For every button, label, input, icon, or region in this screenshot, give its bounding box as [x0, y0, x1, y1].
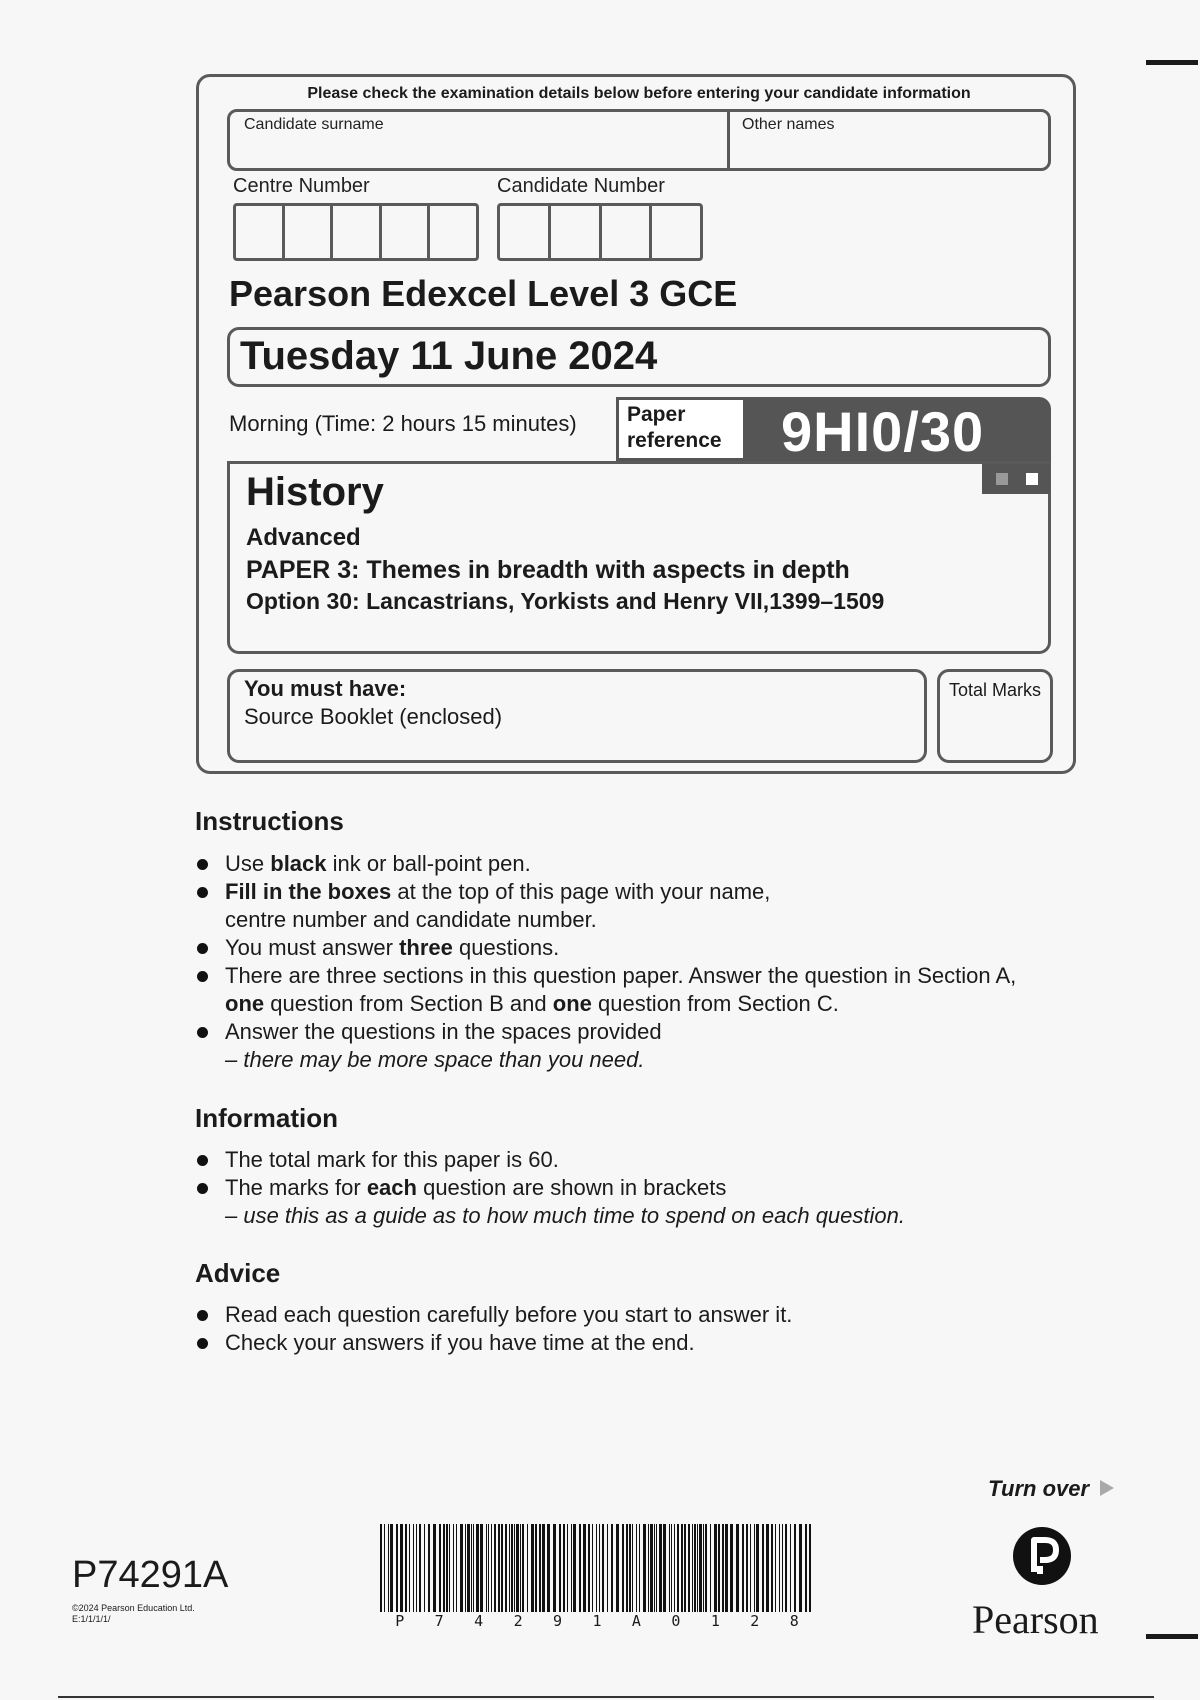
barcode-digit: 8	[789, 1612, 799, 1630]
registration-mark-top	[1146, 60, 1198, 65]
candidate-number-digit[interactable]	[551, 206, 602, 258]
paper-reference-label-line-1: Paper	[627, 403, 686, 426]
candidate-number-digit[interactable]	[652, 206, 700, 258]
information-heading: Information	[195, 1103, 338, 1133]
candidate-surname-label: Candidate surname	[244, 116, 384, 133]
paper-reference-label-box	[619, 400, 743, 458]
check-details-notice: Please check the examination details below before entering your candidate information	[307, 85, 971, 102]
advice-heading: Advice	[195, 1258, 281, 1288]
subject-title: History	[246, 470, 384, 514]
pearson-logo-icon	[1012, 1526, 1072, 1586]
list-item: The total mark for this paper is 60.	[195, 1146, 1075, 1174]
barcode-digit: 2	[750, 1612, 760, 1630]
exam-date-box	[227, 327, 1051, 387]
candidate-info-panel	[196, 74, 1076, 774]
barcode-digit: 2	[513, 1612, 523, 1630]
barcode-digit: P	[395, 1612, 405, 1630]
barcode-digit: 7	[434, 1612, 444, 1630]
barcode-digit: 1	[592, 1612, 602, 1630]
candidate-number-boxes	[497, 203, 703, 261]
paper-option: Option 30: Lancastrians, Yorkists and Henry VII,1399–1509	[246, 588, 885, 614]
total-marks-box[interactable]	[937, 669, 1053, 763]
candidate-number-label: Candidate Number	[497, 175, 665, 197]
barcode-digit: A	[631, 1612, 641, 1630]
list-item-continued: – use this as a guide as to how much time to spend on each question.	[225, 1203, 905, 1228]
instructions-heading: Instructions	[195, 806, 344, 836]
candidate-number-digit[interactable]	[602, 206, 653, 258]
list-item: The marks for each question are shown in brackets	[195, 1174, 1075, 1202]
must-have-box	[227, 669, 927, 763]
candidate-surname-field[interactable]	[230, 112, 724, 168]
candidate-number-digit[interactable]	[500, 206, 551, 258]
barcode-digit: 4	[474, 1612, 484, 1630]
exam-board-title: Pearson Edexcel Level 3 GCE	[229, 273, 738, 314]
advice-list	[195, 1301, 1075, 1357]
instructions-list	[195, 850, 1075, 1074]
list-item: Use black ink or ball-point pen.	[195, 850, 1075, 878]
list-item: Check your answers if you have time at the end.	[195, 1329, 1075, 1357]
publisher-wordmark: Pearson	[972, 1597, 1099, 1642]
barcode-digit: 0	[671, 1612, 681, 1630]
list-item-continued: – there may be more space than you need.	[225, 1047, 645, 1072]
exam-session: Morning (Time: 2 hours 15 minutes)	[229, 411, 577, 436]
turn-over-label: Turn over	[988, 1476, 1090, 1501]
paper-code: P74291A	[72, 1554, 229, 1596]
paper-reference-label-line-2: reference	[627, 429, 722, 452]
paper-reference-label	[627, 402, 722, 454]
list-item-continued: one question from Section B and one question from Section C.	[225, 991, 839, 1016]
barcode-digit: 9	[553, 1612, 563, 1630]
must-have-item: Source Booklet (enclosed)	[244, 704, 503, 729]
candidate-name-box	[227, 109, 1051, 171]
list-item: You must answer three questions.	[195, 934, 1075, 962]
centre-number-digit[interactable]	[285, 206, 334, 258]
barcode-icon	[380, 1524, 814, 1612]
centre-number-digit[interactable]	[430, 206, 476, 258]
qualification-level: Advanced	[246, 524, 361, 551]
exam-date: Tuesday 11 June 2024	[240, 334, 658, 378]
centre-number-digit[interactable]	[382, 206, 431, 258]
paper-title: PAPER 3: Themes in breadth with aspects in depth	[246, 556, 850, 584]
other-names-label: Other names	[742, 116, 835, 133]
play-arrow-icon	[1100, 1480, 1114, 1496]
list-item: Fill in the boxes at the top of this page with your name,	[195, 878, 1075, 906]
corner-marker-icon	[982, 464, 1050, 494]
centre-number-label: Centre Number	[233, 175, 370, 197]
barcode-digits	[380, 1612, 814, 1630]
copyright-notice: ©2024 Pearson Education Ltd. E:1/1/1/1/	[72, 1603, 195, 1624]
other-names-field[interactable]	[730, 112, 1048, 168]
information-list	[195, 1146, 1075, 1230]
list-item: Read each question carefully before you start to answer it.	[195, 1301, 1075, 1329]
centre-number-boxes	[233, 203, 479, 261]
page-bottom-rule	[58, 1696, 1154, 1698]
list-item-continued: centre number and candidate number.	[225, 907, 597, 932]
paper-reference-panel	[616, 397, 1051, 461]
centre-number-digit[interactable]	[333, 206, 382, 258]
paper-reference-code: 9HI0/30	[781, 400, 985, 463]
barcode-digit: 1	[710, 1612, 720, 1630]
list-item: Answer the questions in the spaces provided	[195, 1018, 1075, 1046]
subject-box	[227, 461, 1051, 654]
registration-mark-bottom	[1146, 1634, 1198, 1639]
centre-number-digit[interactable]	[236, 206, 285, 258]
total-marks-label: Total Marks	[948, 680, 1042, 700]
must-have-heading: You must have:	[244, 676, 407, 701]
list-item: There are three sections in this question paper. Answer the question in Section A,	[195, 962, 1075, 990]
